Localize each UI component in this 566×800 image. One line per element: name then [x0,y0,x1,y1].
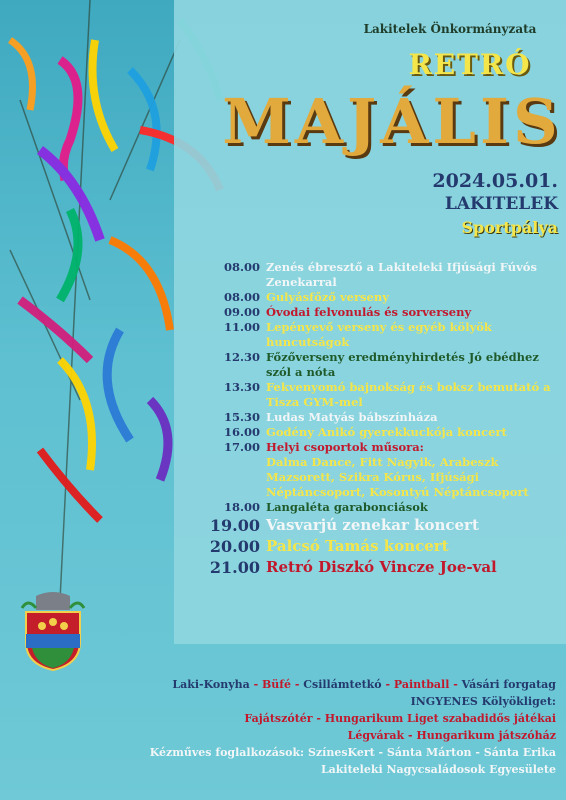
schedule-event: Retró Diszkó Vincze Joe-val [266,558,497,576]
schedule-event: Fekvenyomó bajnokság és boksz bemutató a Tisza GYM-mel [266,380,551,409]
event-place: LAKITELEK [444,194,558,214]
schedule-time: 08.00 [223,290,260,304]
schedule-time: 11.00 [223,320,260,334]
schedule-time: 20.00 [209,537,260,556]
footer-service-item: Paintball [393,678,450,691]
schedule-event: Palcsó Tamás koncert [266,537,449,555]
schedule-time: 16.00 [223,425,260,439]
schedule-row [200,305,560,320]
schedule-time: 18.00 [223,500,260,514]
footer-workshops: Kézműves foglalkozások: SzínesKert - Sánta Márton - Sánta Erika [149,746,556,759]
schedule-event: Helyi csoportok műsora: [266,440,424,454]
schedule-time: 19.00 [209,516,260,535]
schedule-row [200,557,560,578]
schedule-event: Vasvarjú zenekar koncert [266,516,479,534]
schedule-time: 13.30 [223,380,260,394]
schedule-event: Godény Anikó gyerekkuckója koncert [266,425,507,439]
schedule-row [200,425,560,440]
footer-service-item: Vásári forgatag [461,678,556,691]
schedule-row [200,455,560,500]
schedule-event: Ludas Matyás bábszínháza [266,410,438,424]
schedule-time: 15.30 [223,410,260,424]
schedule-row [200,500,560,515]
footer-service-item: Csillámtetkó [303,678,382,691]
footer-association: Lakiteleki Nagycsaládosok Egyesülete [320,763,556,776]
schedule-time: 17.00 [223,440,260,454]
schedule-time: 08.00 [223,260,260,274]
coat-of-arms-icon [18,590,88,672]
schedule-event: Langaléta garabonciások [266,500,428,514]
footer-kids-zone-games: Fajátszótér - Hungarikum Liget szabadidős játékai [244,712,556,725]
footer-service-item: Büfé [261,678,292,691]
schedule-row [200,260,560,290]
schedule-time: 09.00 [223,305,260,319]
footer-kids-zone-title: INGYENES Kölyökliget: [410,695,556,708]
event-date: 2024.05.01. [432,170,558,192]
schedule-row [200,536,560,557]
schedule-row [200,410,560,425]
footer-services [20,676,556,693]
schedule-time [200,455,266,500]
schedule-event: Lepényevő verseny és egyéb kölyök huncutságok [266,320,492,349]
schedule-row [200,440,560,455]
footer-info [20,676,556,778]
schedule-event: Óvodai felvonulás és sorverseny [266,305,472,319]
schedule-row [200,290,560,305]
organizer: Lakitelek Önkormányzata [363,22,537,36]
schedule-time: 21.00 [209,558,260,577]
footer-service-item: - [381,678,394,691]
footer-kids-zone-bouncy: Légvárak - Hungarikum játszóház [347,729,556,742]
schedule-event: Zenés ébresztő a Lakiteleki Ifjúsági Fúvós Zenekarral [266,260,537,289]
event-venue: Sportpálya [461,218,558,237]
footer-service-item: - [449,678,462,691]
schedule-row [200,320,560,350]
schedule-row [200,515,560,536]
schedule-row [200,380,560,410]
footer-service-item: - [249,678,262,691]
footer-service-item: - [291,678,304,691]
schedule-event: Dalma Dance, Fitt Nagyik, Arabeszk Mazsorett, Szikra Kórus, Ifjúsági Néptáncsoport, Kosontyú Néptáncsoport [266,455,529,499]
schedule-event: Főzőverseny eredményhirdetés Jó ebédhez szól a nóta [266,350,539,379]
program-schedule [200,260,560,578]
schedule-event: Gulyásfőző verseny [266,290,389,304]
title-majalis: MAJÁLIS [222,85,562,158]
footer-service-item: Laki-Konyha [172,678,250,691]
schedule-time: 12.30 [223,350,260,364]
schedule-row [200,350,560,380]
title-retro: RETRÓ [408,48,532,81]
